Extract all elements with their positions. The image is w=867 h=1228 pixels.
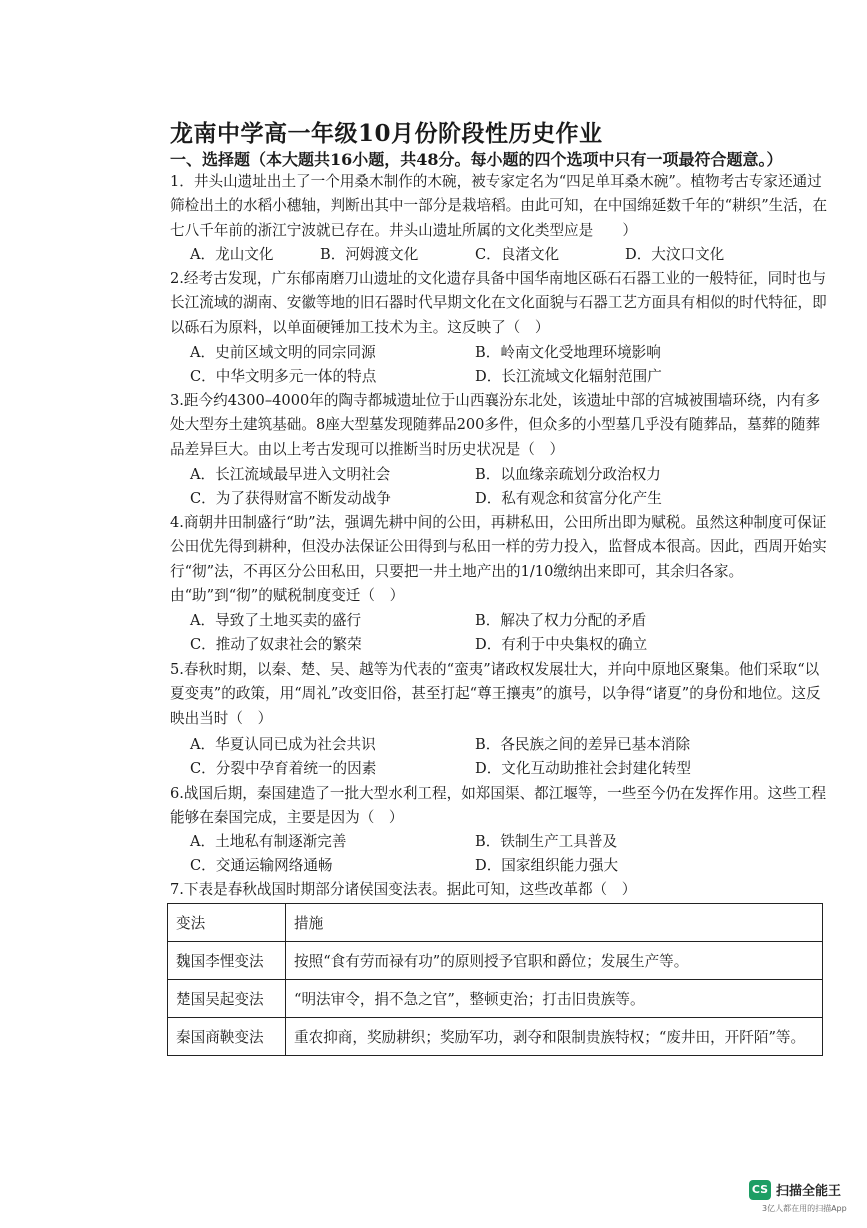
table-row <box>168 1018 823 1056</box>
question-1-stem: 1．井头山遗址出土了一个用桑木制作的木碗，被专家定名为“四足单耳桑木碗”。植物考古专家还通过筛检出土的水稻小穗轴，判断出其中一部分是栽培稻。由此可知，在中国绵延数千年的“耕织”生活，在七八千年前的浙江宁波就已存在。井头山遗址所属的文化类型应是 ） <box>170 173 828 239</box>
table-cell-reform: 秦国商鞅变法 <box>168 1018 286 1056</box>
option-b: B．各民族之间的差异已基本消除 <box>475 736 691 753</box>
document-title: 龙南中学高一年级10月份阶段性历史作业 <box>170 120 603 147</box>
question-7-stem: 7.下表是春秋战国时期部分诸侯国变法表。据此可知，这些改革都（ ） <box>170 881 637 898</box>
option-d: D．有利于中央集权的确立 <box>475 636 648 653</box>
option-a: A．长江流域最早进入文明社会 <box>190 466 391 483</box>
scanner-tagline: 3亿人都在用的扫描App <box>762 1204 847 1213</box>
question-4-stem: 4.商朝井田制盛行“助”法，强调先耕中间的公田，再耕私田，公田所出即为赋税。虽然这种制度可保证公田优先得到耕种，但没办法保证公田得到与私田一样的劳力投入，监督成本很高。因此，西周开始实行“彻”法，不再区分公田私田，只要把一井土地产出的1/10缴纳出来即可，其余归各家。由“助”到“彻”的赋税制度变迁（ ） <box>170 514 827 604</box>
table-cell-measures: 按照“食有劳而禄有功”的原则授予官职和爵位；发展生产等。 <box>286 942 823 980</box>
option-d: D．大汶口文化 <box>625 246 725 263</box>
option-c: C．推动了奴隶社会的繁荣 <box>190 636 362 653</box>
option-a: A．华夏认同已成为社会共识 <box>190 736 376 753</box>
option-b: B．解决了权力分配的矛盾 <box>475 612 647 629</box>
option-c: C．中华文明多元一体的特点 <box>190 368 377 385</box>
option-d: D．国家组织能力强大 <box>475 857 619 874</box>
option-d: D．长江流域文化辐射范围广 <box>475 368 662 385</box>
option-b: B．以血缘亲疏划分政治权力 <box>475 466 661 483</box>
question-3-stem: 3.距今约4300–4000年的陶寺都城遗址位于山西襄汾东北处，该遗址中部的宫城被围墙环绕，内有多处大型夯土建筑基础。8座大型墓发现随葬品200多件，但众多的小型墓几乎没有随葬品，墓葬的随葬品差异巨大。由以上考古发现可以推断当时历史状况是（ ） <box>170 392 821 458</box>
option-c: C．分裂中孕育着统一的因素 <box>190 760 377 777</box>
table-row <box>168 980 823 1018</box>
option-b: B．河姆渡文化 <box>320 246 419 263</box>
table-header-row <box>168 904 823 942</box>
table-cell-measures: “明法审令，捐不急之官”，整顿吏治；打击旧贵族等。 <box>286 980 823 1018</box>
option-a: A．龙山文化 <box>190 246 274 263</box>
table-cell-reform: 魏国李悝变法 <box>168 942 286 980</box>
reform-table <box>167 903 823 1056</box>
table-header-cell: 措施 <box>286 904 823 942</box>
option-d: D．私有观念和贫富分化产生 <box>475 490 662 507</box>
table-cell-reform: 楚国吴起变法 <box>168 980 286 1018</box>
option-b: B．岭南文化受地理环境影响 <box>475 344 661 361</box>
option-c: C．良渚文化 <box>475 246 560 263</box>
option-c: C．交通运输网络通畅 <box>190 857 333 874</box>
option-b: B．铁制生产工具普及 <box>475 833 618 850</box>
scanner-logo-icon: CS <box>749 1180 771 1200</box>
option-a: A．土地私有制逐渐完善 <box>190 833 347 850</box>
table-row <box>168 942 823 980</box>
option-a: A．史前区域文明的同宗同源 <box>190 344 376 361</box>
section-heading: 一、选择题（本大题共16小题，共48分。每小题的四个选项中只有一项最符合题意。） <box>170 150 783 169</box>
option-d: D．文化互动助推社会封建化转型 <box>475 760 692 777</box>
scanner-brand: 扫描全能王 <box>776 1184 842 1199</box>
table-header-cell: 变法 <box>168 904 286 942</box>
question-6-stem: 6.战国后期，秦国建造了一批大型水利工程，如郑国渠、都江堰等，一些至今仍在发挥作用。这些工程能够在秦国完成，主要是因为（ ） <box>170 785 827 827</box>
table-cell-measures: 重农抑商，奖励耕织；奖励军功，剥夺和限制贵族特权；“废井田，开阡陌”等。 <box>286 1018 823 1056</box>
question-5-stem: 5.春秋时期，以秦、楚、吴、越等为代表的“蛮夷”诸政权发展壮大，并向中原地区聚集。他们采取“以夏变夷”的政策，用“周礼”改变旧俗，甚至打起“尊王攘夷”的旗号，以争得“诸夏”的身份和地位。这反映出当时（ ） <box>170 661 821 727</box>
question-2-stem: 2.经考古发现，广东郁南磨刀山遗址的文化遗存具备中国华南地区砾石石器工业的一般特征，同时也与长江流域的湖南、安徽等地的旧石器时代早期文化在文化面貌与石器工艺方面具有相似的时代特征，即以砾石为原料，以单面硬锤加工技术为主。这反映了（ ） <box>170 270 827 336</box>
option-c: C．为了获得财富不断发动战争 <box>190 490 391 507</box>
option-a: A．导致了土地买卖的盛行 <box>190 612 362 629</box>
